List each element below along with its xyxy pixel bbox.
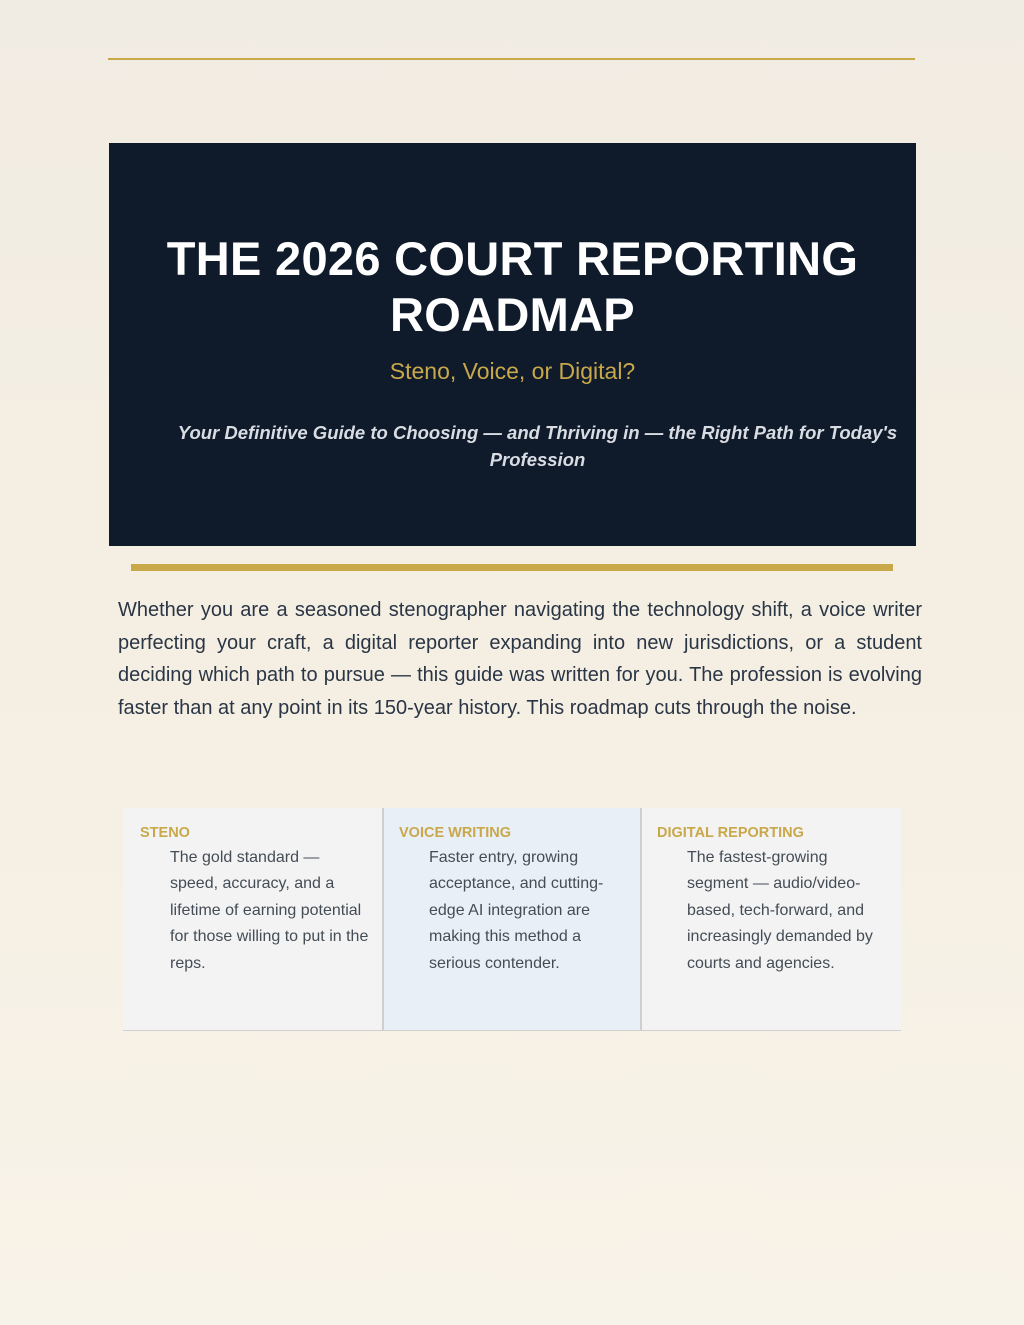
path-description: Faster entry, growing acceptance, and cutting-edge AI integration are making this method a serious contender. <box>429 849 604 972</box>
path-card-voice-writing <box>382 808 642 1030</box>
path-card-steno <box>123 808 382 1030</box>
path-description: The gold standard — speed, accuracy, and a lifetime of earning potential for those willing to put in the reps. <box>170 849 369 972</box>
page-subtitle: Steno, Voice, or Digital? <box>389 358 636 384</box>
path-title: STENO <box>140 825 190 841</box>
path-title: VOICE WRITING <box>399 825 511 841</box>
path-description: The fastest-growing segment — audio/video-based, tech-forward, and increasingly demanded by courts and agencies. <box>687 849 873 972</box>
page-tagline: Your Definitive Guide to Choosing — and Thriving in — the Right Path for Today's Profession <box>177 422 898 470</box>
hero-banner <box>109 143 916 546</box>
path-card-digital-reporting <box>642 808 901 1030</box>
paths-comparison <box>123 808 901 1031</box>
intro-paragraph: Whether you are a seasoned stenographer navigating the technology shift, a voice writer perfecting your craft, a digital reporter expanding into new jurisdictions, or a student deciding which path to pursue — this guide was written for you. The profession is evolving faster than at any point in its 150-year history. This roadmap cuts through the noise. <box>118 599 922 720</box>
gold-accent-bar <box>131 564 893 571</box>
path-title: DIGITAL REPORTING <box>657 825 804 841</box>
page-title: THE 2026 COURT REPORTING ROADMAP <box>166 232 859 341</box>
top-divider <box>108 58 915 60</box>
